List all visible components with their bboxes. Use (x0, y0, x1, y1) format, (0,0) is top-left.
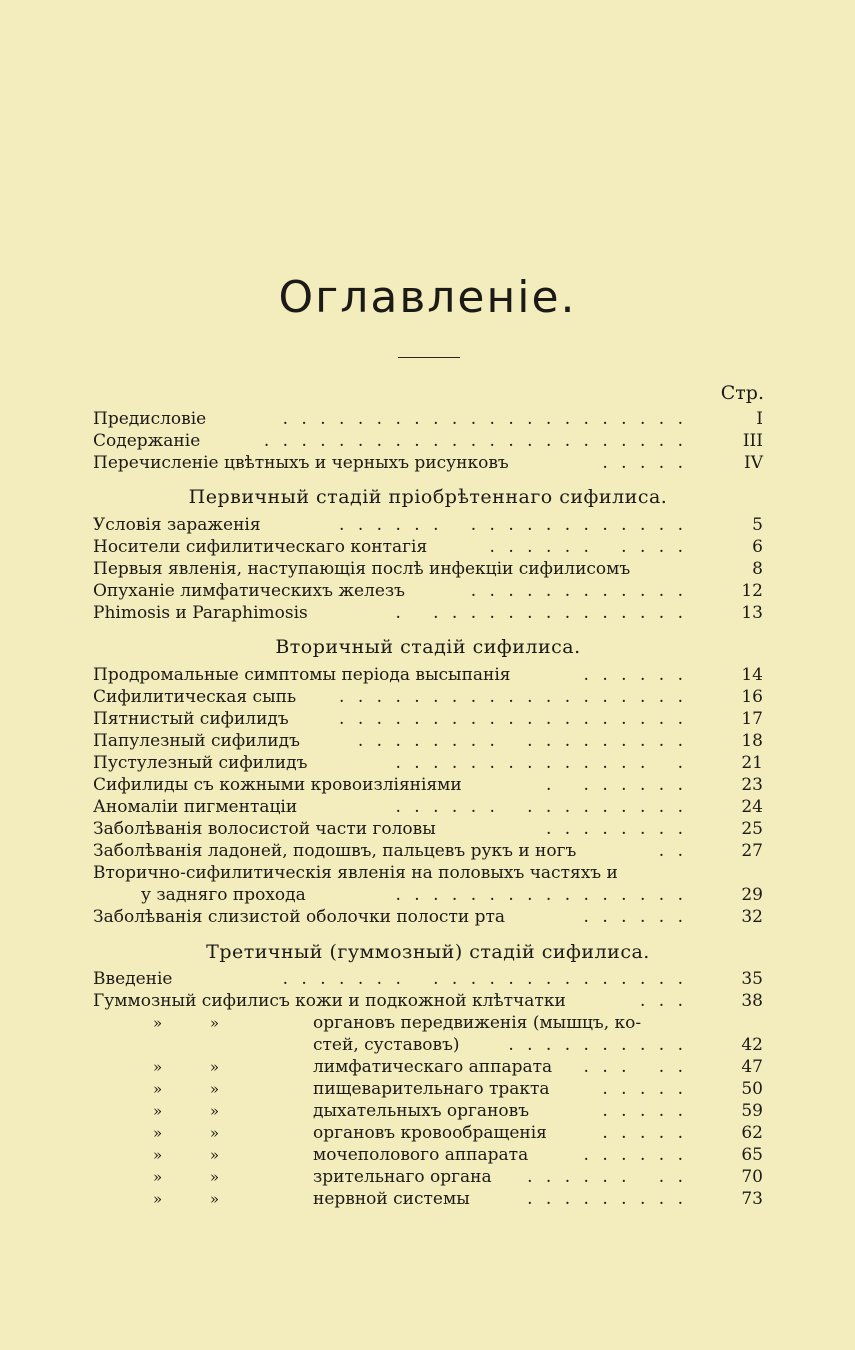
toc-entry (93, 430, 763, 452)
toc-entry (93, 968, 763, 990)
ditto-marks: » » (153, 1190, 220, 1208)
page-number: 18 (741, 731, 763, 751)
dot-leader: . . . . . . . . . . (508, 1035, 687, 1055)
page-number: 25 (741, 819, 763, 839)
entry-title: Сифилиды съ кожными кровоизліяніями (93, 775, 462, 795)
entry-title: Phimosis и Paraphimosis (93, 603, 308, 623)
dot-leader: . . . . . . . (545, 775, 687, 795)
toc-entry (93, 1144, 763, 1166)
dot-leader: . . (658, 841, 687, 861)
dot-leader: . . . . . . . . . (527, 1189, 687, 1209)
page-number: 50 (741, 1079, 763, 1099)
page-number: 70 (741, 1167, 763, 1187)
entry-title: Вторично-сифилитическія явленія на половыхъ частяхъ и (93, 863, 618, 883)
ditto-marks: » » (153, 1080, 220, 1098)
ditto-marks: » » (153, 1146, 220, 1164)
page-number: 14 (741, 665, 763, 685)
entry-title: нервной системы (313, 1189, 470, 1209)
ditto-marks: » » (153, 1014, 220, 1032)
entry-title: Заболѣванія ладоней, подошвъ, пальцевъ рукъ и ногъ (93, 841, 577, 861)
dot-leader: . . . . . . . . . . . . . . . . (395, 885, 687, 905)
ditto-marks: » » (153, 1168, 220, 1186)
dot-leader: . . . . . (602, 1101, 687, 1121)
dot-leader: . . . . . . . . . . (489, 537, 687, 557)
toc-entry (93, 1188, 763, 1210)
page-title: Оглавленіе. (278, 272, 577, 323)
page-number: 73 (741, 1189, 763, 1209)
dot-leader: . . . . . . . . . . . . . . . . . . . (339, 687, 687, 707)
entry-title: Папулезный сифилидъ (93, 731, 300, 751)
toc-entry (93, 1122, 763, 1144)
entry-title: органовъ передвиженія (мышцъ, ко- (313, 1013, 642, 1033)
entry-title: Первыя явленія, наступающія послѣ инфекціи сифилисомъ (93, 559, 631, 579)
ditto-marks: » » (153, 1102, 220, 1120)
toc-entry (93, 840, 763, 862)
dot-leader: . . . . . (602, 1079, 687, 1099)
page-number: 16 (741, 687, 763, 707)
page-number: 17 (741, 709, 763, 729)
dot-leader: . . . . . (583, 1057, 687, 1077)
toc-entry (93, 730, 763, 752)
toc-entry (93, 408, 763, 430)
page-number: 42 (741, 1035, 763, 1055)
toc-entry (93, 664, 763, 686)
dot-leader: . . . . . . . . . . . . (470, 581, 687, 601)
entry-title: зрительнаго органа (313, 1167, 492, 1187)
table-of-contents (93, 408, 763, 1210)
dot-leader: . . . . . . (583, 907, 687, 927)
page-column-header: Стр. (720, 382, 764, 404)
page-number: 62 (741, 1123, 763, 1143)
dot-leader: . . . . . (602, 1123, 687, 1143)
entry-title: Опуханіе лимфатическихъ железъ (93, 581, 405, 601)
dot-leader: . . . . . . . . . . . . . . . . . . (339, 515, 687, 535)
section-heading: Вторичный стадій сифилиса. (275, 636, 581, 658)
toc-entry (93, 602, 763, 624)
entry-title: пищеварительнаго тракта (313, 1079, 550, 1099)
section-heading: Третичный (гуммозный) стадій сифилиса. (206, 941, 650, 963)
toc-entry (93, 1078, 763, 1100)
entry-title: стей, суставовъ) (313, 1035, 460, 1055)
entry-title: Продромальные симптомы періода высыпанія (93, 665, 511, 685)
page-number: 27 (741, 841, 763, 861)
dot-leader: . . . . . . . . . . . . . . . (395, 603, 687, 623)
entry-title: лимфатическаго аппарата (313, 1057, 553, 1077)
toc-entry (93, 708, 763, 730)
toc-entry (93, 536, 763, 558)
ditto-marks: » » (153, 1058, 220, 1076)
dot-leader: . . . . . . . . . . . . . . . (395, 797, 687, 817)
page-number: 21 (741, 753, 763, 773)
dot-leader: . . . (639, 991, 687, 1011)
page-number: 6 (752, 537, 763, 557)
toc-entry (93, 452, 763, 474)
dot-leader: . . . . . . . . . . . . . . . . . (357, 731, 687, 751)
entry-title: Пятнистый сифилидъ (93, 709, 289, 729)
entry-title: Гуммозный сифилисъ кожи и подкожной клѣтчатки (93, 991, 566, 1011)
entry-title: Носители сифилитическаго контагія (93, 537, 428, 557)
toc-entry (93, 862, 763, 884)
dot-leader: . . . . . . . . . . . . . . . . . . . . . . . (263, 431, 687, 451)
section-heading: Первичный стадій пріобрѣтеннаго сифилиса. (188, 486, 668, 508)
toc-entry (93, 514, 763, 536)
dot-leader: . . . . . . . . (527, 1167, 687, 1187)
toc-entry (93, 884, 763, 906)
toc-entry (93, 1034, 763, 1056)
page-number: 8 (752, 559, 763, 579)
dot-leader: . . . . . . . . . . . . . . . . . . . . . . (282, 409, 687, 429)
dot-leader: . . . . . . (583, 665, 687, 685)
dot-leader: . . . . . . . . . . . . . . . (395, 753, 687, 773)
page-number: 5 (752, 515, 763, 535)
toc-entry (93, 1100, 763, 1122)
page-number: 13 (741, 603, 763, 623)
toc-entry (93, 990, 763, 1012)
page-number: 59 (741, 1101, 763, 1121)
page-number: 24 (741, 797, 763, 817)
entry-title: Заболѣванія волосистой части головы (93, 819, 436, 839)
page-number: 47 (741, 1057, 763, 1077)
entry-title: Сифилитическая сыпь (93, 687, 297, 707)
toc-entry (93, 906, 763, 928)
dot-leader: . . . . . . . . (545, 819, 687, 839)
toc-entry (93, 558, 763, 580)
entry-title: Заболѣванія слизистой оболочки полости рта (93, 907, 506, 927)
toc-entry (93, 818, 763, 840)
entry-title: Аномаліи пигментаціи (93, 797, 298, 817)
entry-title: Предисловіе (93, 409, 207, 429)
page-number: 23 (741, 775, 763, 795)
page-number: III (742, 431, 763, 451)
toc-entry (93, 752, 763, 774)
page-number: 29 (741, 885, 763, 905)
entry-title: дыхательныхъ органовъ (313, 1101, 530, 1121)
page-number: IV (744, 453, 763, 473)
dot-leader: . . . . . . (583, 1145, 687, 1165)
toc-entry (93, 686, 763, 708)
title-divider (398, 357, 460, 358)
ditto-marks: » » (153, 1124, 220, 1142)
toc-entry (93, 580, 763, 602)
toc-entry (93, 1166, 763, 1188)
page-number: 65 (741, 1145, 763, 1165)
page-number: 35 (741, 969, 763, 989)
page-number: I (756, 409, 763, 429)
toc-entry (93, 1056, 763, 1078)
toc-entry (93, 774, 763, 796)
entry-title: Условія зараженія (93, 515, 261, 535)
entry-title: Введеніе (93, 969, 173, 989)
page-number: 12 (741, 581, 763, 601)
entry-title: органовъ кровообращенія (313, 1123, 547, 1143)
toc-entry (93, 796, 763, 818)
dot-leader: . . . . . . . . . . . . . . . . . . . . . (282, 969, 687, 989)
entry-title: Перечисленіе цвѣтныхъ и черныхъ рисунковъ (93, 453, 509, 473)
page-number: 38 (741, 991, 763, 1011)
toc-entry (93, 1012, 763, 1034)
page-number: 32 (741, 907, 763, 927)
entry-title: Содержаніе (93, 431, 201, 451)
entry-title: у задняго прохода (141, 885, 306, 905)
entry-title: мочеполового аппарата (313, 1145, 529, 1165)
dot-leader: . . . . . . . . . . . . . . . . . . . (339, 709, 687, 729)
dot-leader: . . . . . (602, 453, 687, 473)
entry-title: Пустулезный сифилидъ (93, 753, 308, 773)
